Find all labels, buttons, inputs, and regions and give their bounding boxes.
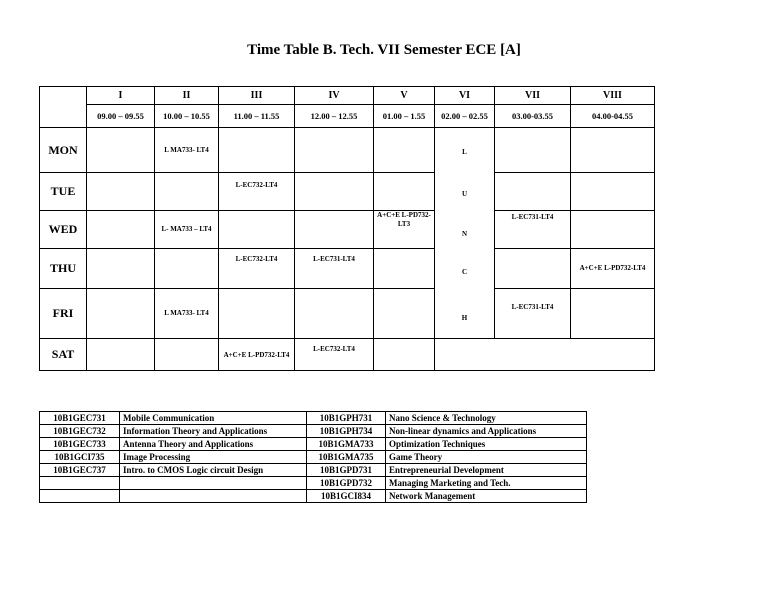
slot-cell	[374, 249, 435, 289]
time-header: 11.00 – 11.55	[219, 105, 295, 128]
subject-code: 10B1GMA733	[307, 438, 386, 451]
subject-name: Nano Science & Technology	[386, 412, 587, 425]
slot-cell	[155, 339, 219, 371]
period-header: IV	[295, 87, 374, 105]
subject-code: 10B1GPD732	[307, 477, 386, 490]
period-header: VIII	[571, 87, 655, 105]
lunch-letter: N	[461, 230, 468, 238]
slot-cell: A+C+E L-PD732-LT3	[374, 211, 435, 249]
day-label: SAT	[40, 339, 87, 371]
slot-cell	[87, 289, 155, 339]
slot-cell	[571, 289, 655, 339]
lunch-letter: H	[461, 314, 468, 322]
time-header: 02.00 – 02.55	[435, 105, 495, 128]
subject-code	[40, 477, 120, 490]
slot-cell: L-EC732-LT4	[295, 339, 374, 371]
subject-name: Optimization Techniques	[386, 438, 587, 451]
day-label: WED	[40, 211, 87, 249]
subject-name	[120, 490, 307, 503]
slot-cell	[87, 211, 155, 249]
slot-cell	[87, 249, 155, 289]
time-header: 03.00-03.55	[495, 105, 571, 128]
slot-cell: L MA733- LT4	[155, 128, 219, 173]
lunch-letter: L	[462, 148, 467, 156]
subject-code: 10B1GEC731	[40, 412, 120, 425]
day-label: TUE	[40, 173, 87, 211]
subject-name: Non-linear dynamics and Applications	[386, 425, 587, 438]
subject-code	[40, 490, 120, 503]
slot-cell	[571, 128, 655, 173]
day-label: MON	[40, 128, 87, 173]
slot-cell: A+C+E L-PD732-LT4	[571, 249, 655, 289]
period-header: VII	[495, 87, 571, 105]
period-header: I	[87, 87, 155, 105]
period-header: II	[155, 87, 219, 105]
slot-cell	[87, 128, 155, 173]
subject-code: 10B1GPD731	[307, 464, 386, 477]
subject-row	[40, 477, 587, 490]
subject-code: 10B1GEC732	[40, 425, 120, 438]
slot-cell: L-EC731-LT4	[295, 249, 374, 289]
slot-cell	[374, 173, 435, 211]
slot-cell	[295, 289, 374, 339]
day-label: THU	[40, 249, 87, 289]
time-header: 09.00 – 09.55	[87, 105, 155, 128]
slot-cell	[495, 249, 571, 289]
period-header: III	[219, 87, 295, 105]
lunch-letter: C	[461, 268, 468, 276]
subject-code: 10B1GPH731	[307, 412, 386, 425]
subject-row	[40, 451, 587, 464]
slot-cell	[374, 289, 435, 339]
period-header: V	[374, 87, 435, 105]
subject-row	[40, 490, 587, 503]
slot-cell	[374, 128, 435, 173]
slot-cell	[571, 211, 655, 249]
subject-name: Network Management	[386, 490, 587, 503]
subject-code: 10B1GEC733	[40, 438, 120, 451]
slot-cell	[495, 173, 571, 211]
subject-name: Mobile Communication	[120, 412, 307, 425]
day-label: FRI	[40, 289, 87, 339]
slot-cell	[495, 128, 571, 173]
subject-code: 10B1GCI834	[307, 490, 386, 503]
slot-cell	[219, 289, 295, 339]
slot-cell: L MA733- LT4	[155, 289, 219, 339]
corner-cell	[40, 87, 87, 128]
subject-name: Image Processing	[120, 451, 307, 464]
subject-name: Game Theory	[386, 451, 587, 464]
subject-row	[40, 425, 587, 438]
slot-cell	[219, 211, 295, 249]
subject-name	[120, 477, 307, 490]
slot-cell	[155, 173, 219, 211]
subject-name: Intro. to CMOS Logic circuit Design	[120, 464, 307, 477]
subject-name: Information Theory and Applications	[120, 425, 307, 438]
slot-cell: L-EC732-LT4	[219, 249, 295, 289]
subject-name: Entrepreneurial Development	[386, 464, 587, 477]
slot-cell	[571, 173, 655, 211]
subject-legend	[39, 411, 587, 503]
subject-name: Managing Marketing and Tech.	[386, 477, 587, 490]
slot-cell	[374, 339, 435, 371]
lunch-column	[435, 128, 495, 339]
slot-cell	[295, 128, 374, 173]
slot-cell: A+C+E L-PD732-LT4	[219, 339, 295, 371]
subject-name: Antenna Theory and Applications	[120, 438, 307, 451]
subject-code: 10B1GPH734	[307, 425, 386, 438]
time-header: 01.00 – 1.55	[374, 105, 435, 128]
slot-cell: L-EC732-LT4	[219, 173, 295, 211]
slot-cell	[87, 339, 155, 371]
timetable	[39, 86, 655, 371]
subject-code: 10B1GMA735	[307, 451, 386, 464]
slot-cell	[155, 249, 219, 289]
time-header: 12.00 – 12.55	[295, 105, 374, 128]
time-header: 04.00-04.55	[571, 105, 655, 128]
slot-cell	[435, 339, 655, 371]
period-header: VI	[435, 87, 495, 105]
subject-code: 10B1GEC737	[40, 464, 120, 477]
slot-cell	[87, 173, 155, 211]
lunch-letter: U	[461, 190, 468, 198]
subject-row	[40, 464, 587, 477]
subject-row	[40, 412, 587, 425]
page-title: Time Table B. Tech. VII Semester ECE [A]	[247, 42, 521, 58]
slot-cell: L-EC731-LT4	[495, 211, 571, 249]
time-header: 10.00 – 10.55	[155, 105, 219, 128]
subject-row	[40, 438, 587, 451]
subject-code: 10B1GCI735	[40, 451, 120, 464]
slot-cell: L-EC731-LT4	[495, 289, 571, 339]
slot-cell	[295, 173, 374, 211]
slot-cell: L- MA733 – LT4	[155, 211, 219, 249]
slot-cell	[219, 128, 295, 173]
slot-cell	[295, 211, 374, 249]
